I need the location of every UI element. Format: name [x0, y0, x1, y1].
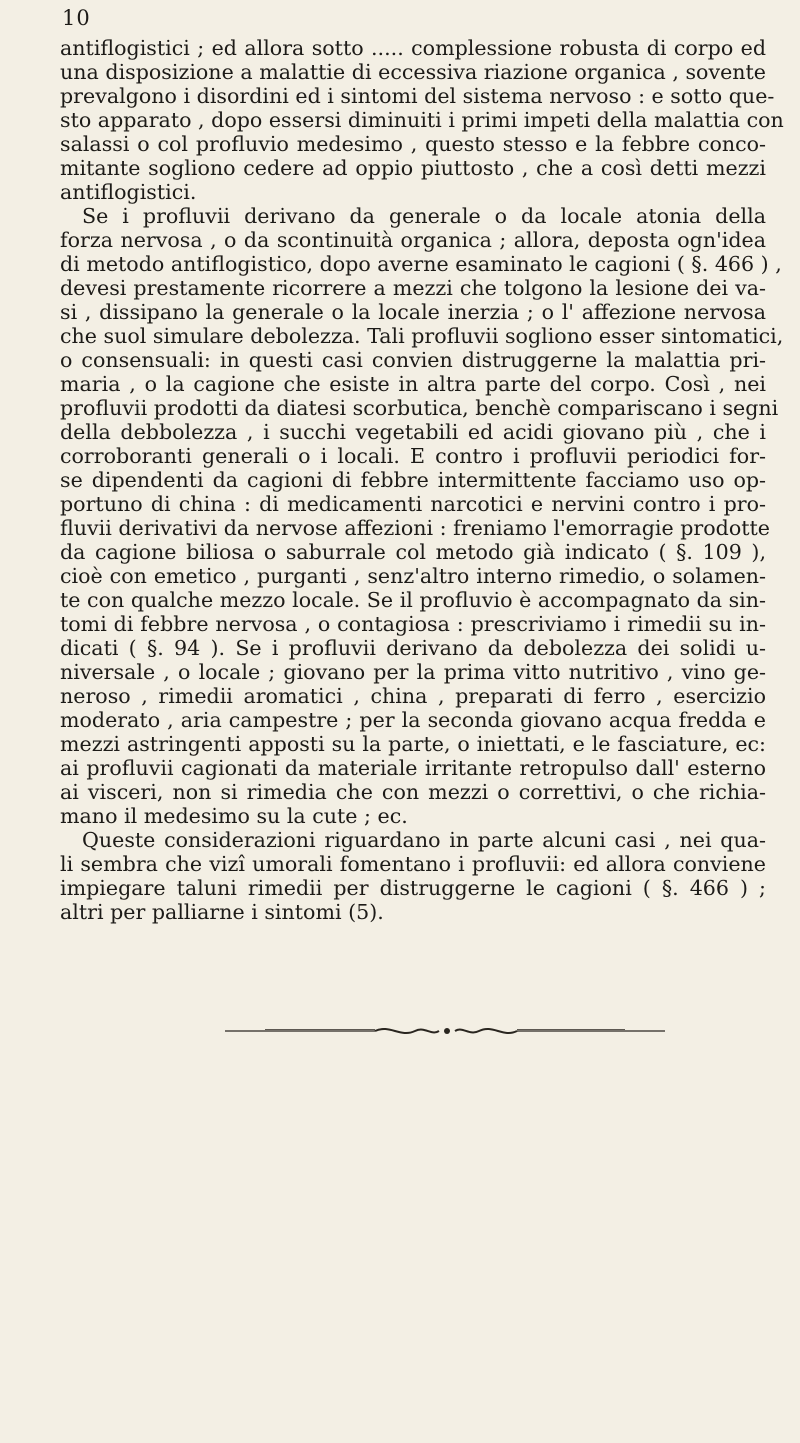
- text-line: portuno di china : di medicamenti narcotici e nervini contro i pro-: [60, 492, 766, 516]
- text-line: maria , o la cagione che esiste in altra parte del corpo. Così , nei: [60, 372, 766, 396]
- text-line: corroboranti generali o i locali. E contro i profluvii periodici for-: [60, 444, 766, 468]
- text-line: li sembra che vizî umorali fomentano i profluvii: ed allora conviene: [60, 852, 766, 876]
- text-line: fluvii derivativi da nervose affezioni : freniamo l'emorragie prodotte: [60, 516, 770, 540]
- text-line: si , dissipano la generale o la locale inerzia ; o l' affezione nervosa: [60, 300, 766, 324]
- decorative-rule-ornament-icon: [225, 1024, 665, 1038]
- text-line: te con qualche mezzo locale. Se il profluvio è accompagnato da sin-: [60, 588, 766, 612]
- text-line: sto apparato , dopo essersi diminuiti i primi impeti della malattia con: [60, 108, 784, 132]
- text-line: o consensuali: in questi casi convien distruggerne la malattia pri-: [60, 348, 766, 372]
- text-line: forza nervosa , o da scontinuità organica ; allora, deposta ogn'idea: [60, 228, 766, 252]
- text-line: della debbolezza , i succhi vegetabili ed acidi giovano più , che i: [60, 420, 766, 444]
- paragraph: [60, 204, 784, 828]
- body-text: [60, 36, 784, 924]
- text-line: profluvii prodotti da diatesi scorbutica, benchè compariscano i segni: [60, 396, 779, 420]
- page-number: 10: [62, 6, 91, 30]
- text-line: da cagione biliosa o saburrale col metodo già indicato ( §. 109 ),: [60, 540, 766, 564]
- text-line: salassi o col profluvio medesimo , questo stesso e la febbre conco-: [60, 132, 766, 156]
- text-line: devesi prestamente ricorrere a mezzi che tolgono la lesione dei va-: [60, 276, 766, 300]
- text-line: antiflogistici.: [60, 180, 197, 204]
- text-line: mezzi astringenti apposti su la parte, o iniettati, e le fasciature, ec:: [60, 732, 766, 756]
- text-line: ai profluvii cagionati da materiale irritante retropulso dall' esterno: [60, 756, 766, 780]
- text-line: Queste considerazioni riguardano in parte alcuni casi , nei qua-: [82, 828, 766, 852]
- text-line: una disposizione a malattie di eccessiva riazione organica , sovente: [60, 60, 766, 84]
- text-line: se dipendenti da cagioni di febbre intermittente facciamo uso op-: [60, 468, 766, 492]
- text-line: antiflogistici ; ed allora sotto ..... complessione robusta di corpo ed: [60, 36, 766, 60]
- text-line: tomi di febbre nervosa , o contagiosa : prescriviamo i rimedii su in-: [60, 612, 766, 636]
- text-line: che suol simulare debolezza. Tali profluvii sogliono esser sintomatici,: [60, 324, 784, 348]
- text-line: impiegare taluni rimedii per distruggerne le cagioni ( §. 466 ) ;: [60, 876, 766, 900]
- text-line: Se i profluvii derivano da generale o da locale atonia della: [82, 204, 766, 228]
- paragraph: [60, 36, 784, 204]
- text-line: dicati ( §. 94 ). Se i profluvii derivano da debolezza dei solidi u-: [60, 636, 766, 660]
- text-line: ai visceri, non si rimedia che con mezzi o correttivi, o che richia-: [60, 780, 766, 804]
- text-line: mitante sogliono cedere ad oppio piuttosto , che a così detti mezzi: [60, 156, 766, 180]
- text-line: prevalgono i disordini ed i sintomi del sistema nervoso : e sotto que-: [60, 84, 775, 108]
- paragraph: [60, 828, 766, 924]
- text-line: niversale , o locale ; giovano per la prima vitto nutritivo , vino ge-: [60, 660, 766, 684]
- text-line: cioè con emetico , purganti , senz'altro interno rimedio, o solamen-: [60, 564, 766, 588]
- text-line: mano il medesimo su la cute ; ec.: [60, 804, 408, 828]
- text-line: moderato , aria campestre ; per la seconda giovano acqua fredda e: [60, 708, 766, 732]
- text-line: neroso , rimedii aromatici , china , preparati di ferro , esercizio: [60, 684, 766, 708]
- text-line: altri per palliarne i sintomi (5).: [60, 900, 384, 924]
- text-line: di metodo antiflogistico, dopo averne esaminato le cagioni ( §. 466 ) ,: [60, 252, 782, 276]
